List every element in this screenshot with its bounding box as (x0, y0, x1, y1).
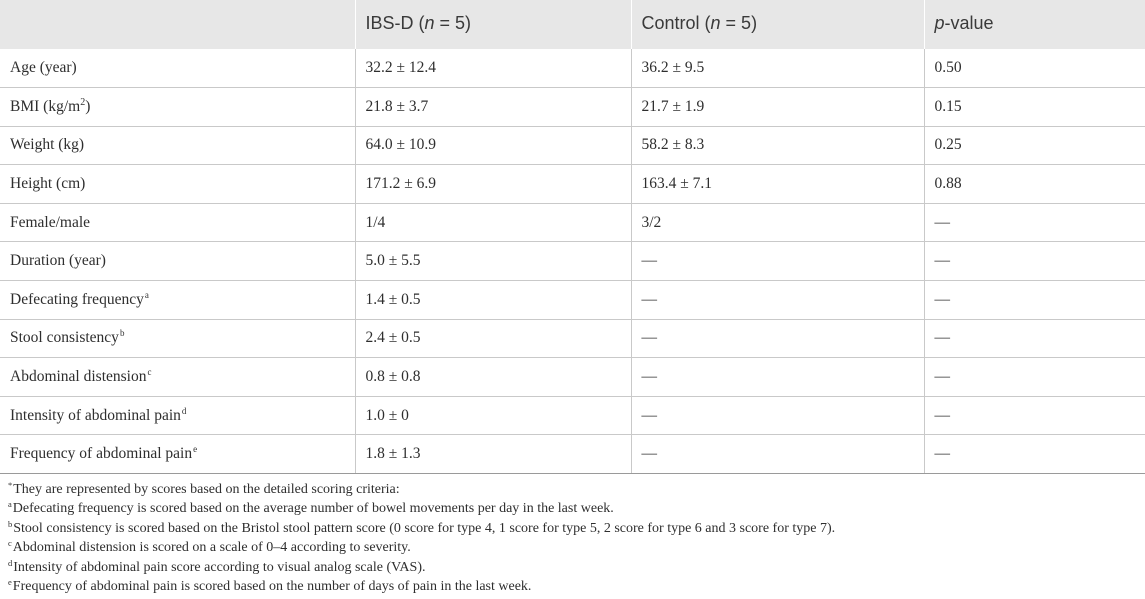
footnote (8, 538, 1138, 557)
row-label (0, 396, 355, 435)
cell-control: 163.4 ± 7.1 (631, 165, 924, 204)
superscript-unit: 2 (80, 96, 86, 108)
footnote (8, 519, 1138, 538)
cell-p-value: 0.50 (924, 49, 1145, 88)
footnote-mark: b (8, 518, 13, 529)
header-control (631, 0, 924, 49)
cell-ibs-d: 2.4 ± 0.5 (355, 319, 631, 358)
cell-ibs-d: 0.8 ± 0.8 (355, 358, 631, 397)
cell-ibs-d: 171.2 ± 6.9 (355, 165, 631, 204)
cell-control: — (631, 435, 924, 474)
row-label-text: Frequency of abdominal pain (10, 445, 193, 463)
header-variable (0, 0, 355, 49)
cell-control: — (631, 242, 924, 281)
row-label-text: Stool consistency (10, 329, 119, 347)
cell-control: 3/2 (631, 203, 924, 242)
header-p-italic: p (934, 13, 945, 33)
cell-ibs-d: 1/4 (355, 203, 631, 242)
cell-control: — (631, 396, 924, 435)
cell-p-value: — (924, 435, 1145, 474)
header-ibs-suffix: = 5) (434, 13, 472, 33)
cell-control: 58.2 ± 8.3 (631, 126, 924, 165)
table-row (0, 126, 1145, 165)
cell-ibs-d: 21.8 ± 3.7 (355, 88, 631, 127)
table-header (0, 0, 1145, 49)
cell-p-value: — (924, 203, 1145, 242)
footnote-mark: c (8, 538, 12, 549)
footnote (8, 499, 1138, 518)
row-label (0, 88, 355, 127)
row-label: Female/male (0, 203, 355, 242)
row-label: Age (year) (0, 49, 355, 88)
table-row (0, 281, 1145, 320)
table-row (0, 88, 1145, 127)
footnote-mark: * (8, 480, 13, 490)
footnote-marker: c (147, 367, 152, 378)
row-label: Weight (kg) (0, 126, 355, 165)
footnote-marker: e (193, 444, 198, 455)
cell-p-value: — (924, 358, 1145, 397)
table-row (0, 358, 1145, 397)
footnote-marker: b (119, 328, 125, 339)
table-row (0, 396, 1145, 435)
cell-ibs-d: 1.0 ± 0 (355, 396, 631, 435)
header-ibs-d (355, 0, 631, 49)
table-row (0, 165, 1145, 204)
row-label-text: Intensity of abdominal pain (10, 406, 181, 424)
header-p-value (924, 0, 1145, 49)
cell-ibs-d: 1.8 ± 1.3 (355, 435, 631, 474)
header-p-suffix: -value (944, 13, 994, 33)
table-row (0, 203, 1145, 242)
row-label-end: ) (85, 97, 91, 115)
footnote (8, 577, 1138, 596)
table-row (0, 319, 1145, 358)
footnote-text: Abdominal distension is scored on a scale of 0–4 according to severity. (12, 540, 411, 556)
cell-control: — (631, 319, 924, 358)
table-body (0, 49, 1145, 474)
footnote-marker: d (181, 405, 187, 416)
row-label (0, 281, 355, 320)
cell-ibs-d: 32.2 ± 12.4 (355, 49, 631, 88)
cell-p-value: 0.88 (924, 165, 1145, 204)
cell-ibs-d: 1.4 ± 0.5 (355, 281, 631, 320)
cell-p-value: 0.25 (924, 126, 1145, 165)
cell-ibs-d: 5.0 ± 5.5 (355, 242, 631, 281)
cell-p-value: — (924, 281, 1145, 320)
cell-p-value: — (924, 242, 1145, 281)
footnote-marker: a (144, 289, 149, 300)
footnote-mark: e (8, 577, 12, 588)
table-row (0, 49, 1145, 88)
footnote-text: Defecating frequency is scored based on the average number of bowel movements per day in the last week. (12, 501, 614, 517)
cell-control: — (631, 281, 924, 320)
cell-ibs-d: 64.0 ± 10.9 (355, 126, 631, 165)
header-control-prefix: Control ( (641, 13, 711, 33)
row-label-text: Defecating frequency (10, 290, 144, 308)
row-label: Duration (year) (0, 242, 355, 281)
header-control-suffix: = 5) (720, 13, 758, 33)
footnote-text: They are represented by scores based on the detailed scoring criteria: (13, 482, 400, 497)
footnote-mark: d (8, 557, 13, 568)
footnote-text: Frequency of abdominal pain is scored based on the number of days of pain in the last week. (12, 579, 532, 595)
row-label-text: BMI (kg/m (10, 97, 81, 115)
header-control-n: n (710, 13, 721, 33)
footnote-mark: a (8, 499, 12, 510)
header-ibs-prefix: IBS-D ( (365, 13, 425, 33)
footnote-text: Stool consistency is scored based on the Bristol stool pattern score (0 score for type 4, 1 score for type 5, 2 score for type 6 and 3 score for type 7). (13, 520, 836, 536)
row-label (0, 319, 355, 358)
row-label (0, 358, 355, 397)
row-label-text: Abdominal distension (10, 368, 147, 386)
footnote-text: Intensity of abdominal pain score according to visual analog scale (VAS). (13, 559, 426, 575)
cell-p-value: 0.15 (924, 88, 1145, 127)
table-row (0, 242, 1145, 281)
footnote (8, 480, 1138, 499)
cell-control: 36.2 ± 9.5 (631, 49, 924, 88)
footnote (8, 558, 1138, 577)
header-ibs-n: n (424, 13, 435, 33)
table-footnotes (8, 480, 1138, 596)
header-row (0, 0, 1145, 49)
table-row (0, 435, 1145, 474)
cell-control: 21.7 ± 1.9 (631, 88, 924, 127)
cell-p-value: — (924, 396, 1145, 435)
cell-control: — (631, 358, 924, 397)
row-label (0, 435, 355, 474)
cell-p-value: — (924, 319, 1145, 358)
row-label: Height (cm) (0, 165, 355, 204)
